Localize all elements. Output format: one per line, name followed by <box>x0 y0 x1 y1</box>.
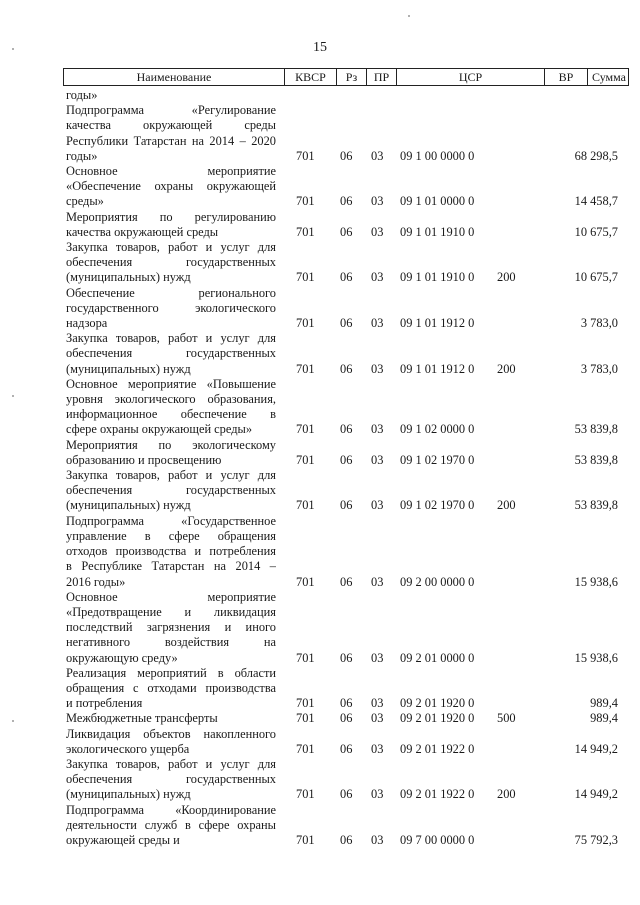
cell-rz: 06 <box>340 498 353 513</box>
row-name-line: обеспечения государственных <box>66 346 276 361</box>
cell-sum: 10 675,7 <box>574 270 618 285</box>
cell-sum: 989,4 <box>590 711 618 726</box>
row-name-line: (муниципальных) нужд <box>66 787 191 802</box>
header-csr: ЦСР <box>397 69 545 85</box>
cell-csr: 09 1 02 1970 0 <box>400 498 475 513</box>
row-name-line: годы» <box>66 88 98 102</box>
row-name <box>66 666 276 712</box>
row-name-line: Мероприятия по регулированию <box>66 209 276 224</box>
cell-csr: 09 7 00 0000 0 <box>400 832 475 847</box>
header-sum: Сумма <box>592 70 626 84</box>
row-name-line: Реализация мероприятий в области <box>66 665 276 680</box>
row-name <box>66 210 276 240</box>
row-name-line: управление в сфере обращения <box>66 528 276 543</box>
row-name <box>66 514 276 590</box>
cell-vr: 200 <box>497 498 516 513</box>
row-name <box>66 377 276 438</box>
cell-csr: 09 1 02 0000 0 <box>400 422 475 437</box>
row-name <box>66 727 276 757</box>
cell-sum: 53 839,8 <box>574 498 618 513</box>
row-name-line: качества окружающей среды <box>66 118 276 133</box>
row-name-line: Межбюджетные трансферты <box>66 711 218 726</box>
cell-kvsr: 701 <box>296 650 315 665</box>
header-rz: Рз <box>337 69 367 85</box>
cell-sum: 53 839,8 <box>574 452 618 467</box>
cell-kvsr: 701 <box>296 696 315 711</box>
row-name-line: окружающей среды и <box>66 832 180 847</box>
row-name-line: в Республике Татарстан на 2014 – <box>66 559 276 574</box>
cell-sum: 989,4 <box>590 696 618 711</box>
cell-pr: 03 <box>371 194 384 209</box>
row-name <box>66 331 276 377</box>
cell-pr: 03 <box>371 574 384 589</box>
cell-pr: 03 <box>371 422 384 437</box>
cell-pr: 03 <box>371 498 384 513</box>
cell-kvsr: 701 <box>296 787 315 802</box>
cell-vr: 200 <box>497 270 516 285</box>
row-name-line: обеспечения государственных <box>66 255 276 270</box>
row-name-line: Ликвидация объектов накопленного <box>66 726 276 741</box>
row-name-line: Подпрограмма «Координирование <box>66 802 276 817</box>
cell-kvsr: 701 <box>296 224 315 239</box>
row-name <box>66 438 276 468</box>
cell-csr: 09 1 01 1910 0 <box>400 270 475 285</box>
row-name-line: Основное мероприятие <box>66 589 276 604</box>
row-name <box>66 103 276 164</box>
row-name-line: сфере охраны окружающей среды» <box>66 422 253 437</box>
row-name <box>66 590 276 666</box>
row-name <box>66 240 276 286</box>
cell-kvsr: 701 <box>296 194 315 209</box>
cell-sum: 14 949,2 <box>574 741 618 756</box>
cell-pr: 03 <box>371 711 384 726</box>
row-name-line: и потребления <box>66 696 143 711</box>
cell-csr: 09 2 01 1922 0 <box>400 787 475 802</box>
cell-rz: 06 <box>340 224 353 239</box>
cell-sum: 3 783,0 <box>580 316 618 331</box>
cell-sum: 15 938,6 <box>574 650 618 665</box>
table-row <box>0 164 640 210</box>
table-row <box>0 438 640 468</box>
table-row <box>0 468 640 514</box>
cell-vr: 500 <box>497 711 516 726</box>
cell-csr: 09 1 02 1970 0 <box>400 452 475 467</box>
cell-rz: 06 <box>340 361 353 376</box>
cell-csr: 09 1 00 0000 0 <box>400 148 475 163</box>
row-name-line: Закупка товаров, работ и услуг для <box>66 240 276 255</box>
table-row <box>0 727 640 757</box>
table-row <box>0 240 640 286</box>
page-number: 15 <box>313 40 327 55</box>
row-name-line: (муниципальных) нужд <box>66 498 191 513</box>
row-name <box>66 88 276 103</box>
row-name-line: Закупка товаров, работ и услуг для <box>66 468 276 483</box>
cell-sum: 14 458,7 <box>574 194 618 209</box>
cell-sum: 14 949,2 <box>574 787 618 802</box>
cell-kvsr: 701 <box>296 316 315 331</box>
cell-pr: 03 <box>371 696 384 711</box>
row-name-line: годы» <box>66 148 98 163</box>
row-name-line: среды» <box>66 194 104 209</box>
row-name <box>66 468 276 514</box>
row-name-line: Закупка товаров, работ и услуг для <box>66 756 276 771</box>
cell-sum: 10 675,7 <box>574 224 618 239</box>
cell-csr: 09 2 01 1920 0 <box>400 696 475 711</box>
row-name-line: отходов производства и потребления <box>66 544 276 559</box>
table-row <box>0 331 640 377</box>
cell-sum: 75 792,3 <box>574 832 618 847</box>
row-name-line: информационное обеспечение в <box>66 407 276 422</box>
cell-pr: 03 <box>371 741 384 756</box>
table-row <box>0 666 640 712</box>
cell-pr: 03 <box>371 787 384 802</box>
cell-kvsr: 701 <box>296 832 315 847</box>
table-row <box>0 803 640 849</box>
header-kvsr: КВСР <box>285 69 337 85</box>
row-name-line: (муниципальных) нужд <box>66 270 191 285</box>
row-name-line: обеспечения государственных <box>66 772 276 787</box>
cell-csr: 09 2 01 1920 0 <box>400 711 475 726</box>
cell-kvsr: 701 <box>296 452 315 467</box>
row-name-line: деятельности служб в сфере охраны <box>66 817 276 832</box>
cell-kvsr: 701 <box>296 574 315 589</box>
row-name <box>66 757 276 803</box>
cell-rz: 06 <box>340 452 353 467</box>
cell-sum: 3 783,0 <box>580 361 618 376</box>
cell-vr: 200 <box>497 361 516 376</box>
row-name <box>66 803 276 849</box>
scan-speck <box>12 720 14 722</box>
cell-kvsr: 701 <box>296 422 315 437</box>
cell-kvsr: 701 <box>296 711 315 726</box>
cell-rz: 06 <box>340 270 353 285</box>
row-name-line: окружающую среду» <box>66 650 178 665</box>
scan-speck <box>12 48 14 50</box>
cell-kvsr: 701 <box>296 361 315 376</box>
row-name-line: Республики Татарстан на 2014 – 2020 <box>66 133 276 148</box>
table-row <box>0 286 640 332</box>
row-name-line: «Обеспечение охраны окружающей <box>66 179 276 194</box>
cell-rz: 06 <box>340 316 353 331</box>
row-name-line: 2016 годы» <box>66 574 126 589</box>
row-name-line: Основное мероприятие <box>66 164 276 179</box>
row-name-line: образованию и просвещению <box>66 452 222 467</box>
row-name-line: обращения с отходами производства <box>66 680 276 695</box>
table-row <box>0 377 640 438</box>
row-name-line: Основное мероприятие «Повышение <box>66 376 276 391</box>
table-row <box>0 103 640 164</box>
cell-kvsr: 701 <box>296 148 315 163</box>
row-name <box>66 711 276 726</box>
row-name-line: Мероприятия по экологическому <box>66 437 276 452</box>
cell-pr: 03 <box>371 452 384 467</box>
header-pr: ПР <box>367 69 397 85</box>
cell-rz: 06 <box>340 650 353 665</box>
row-name-line: негативного воздействия на <box>66 635 276 650</box>
table-row <box>0 210 640 240</box>
cell-csr: 09 1 01 1910 0 <box>400 224 475 239</box>
row-name-line: последствий загрязнения и иного <box>66 620 276 635</box>
table-row <box>0 514 640 590</box>
cell-sum: 15 938,6 <box>574 574 618 589</box>
table-row <box>0 88 640 103</box>
cell-kvsr: 701 <box>296 498 315 513</box>
cell-kvsr: 701 <box>296 270 315 285</box>
cell-pr: 03 <box>371 361 384 376</box>
cell-kvsr: 701 <box>296 741 315 756</box>
row-name-line: «Предотвращение и ликвидация <box>66 604 276 619</box>
row-name-line: государственного экологического <box>66 300 276 315</box>
cell-csr: 09 2 01 1922 0 <box>400 741 475 756</box>
cell-sum: 53 839,8 <box>574 422 618 437</box>
cell-pr: 03 <box>371 224 384 239</box>
cell-csr: 09 1 01 1912 0 <box>400 316 475 331</box>
cell-csr: 09 1 01 0000 0 <box>400 194 475 209</box>
cell-rz: 06 <box>340 787 353 802</box>
row-name-line: Подпрограмма «Регулирование <box>66 103 276 118</box>
row-name-line: Закупка товаров, работ и услуг для <box>66 331 276 346</box>
table-header <box>63 68 629 86</box>
cell-csr: 09 2 00 0000 0 <box>400 574 475 589</box>
row-name-line: (муниципальных) нужд <box>66 361 191 376</box>
table-body <box>0 88 640 848</box>
cell-rz: 06 <box>340 148 353 163</box>
cell-rz: 06 <box>340 194 353 209</box>
scan-speck <box>12 395 14 397</box>
row-name-line: Подпрограмма «Государственное <box>66 513 276 528</box>
row-name-line: качества окружающей среды <box>66 224 219 239</box>
cell-rz: 06 <box>340 711 353 726</box>
cell-csr: 09 1 01 1912 0 <box>400 361 475 376</box>
row-name-line: обеспечения государственных <box>66 483 276 498</box>
cell-rz: 06 <box>340 832 353 847</box>
cell-rz: 06 <box>340 741 353 756</box>
row-name-line: надзора <box>66 316 108 331</box>
cell-sum: 68 298,5 <box>574 148 618 163</box>
cell-rz: 06 <box>340 422 353 437</box>
cell-pr: 03 <box>371 832 384 847</box>
cell-pr: 03 <box>371 270 384 285</box>
header-name: Наименование <box>64 69 285 85</box>
header-vr: ВР <box>545 69 588 85</box>
cell-pr: 03 <box>371 148 384 163</box>
cell-vr: 200 <box>497 787 516 802</box>
row-name <box>66 164 276 210</box>
cell-rz: 06 <box>340 696 353 711</box>
row-name-line: Обеспечение регионального <box>66 285 276 300</box>
cell-csr: 09 2 01 0000 0 <box>400 650 475 665</box>
row-name-line: экологического ущерба <box>66 741 190 756</box>
table-row <box>0 711 640 726</box>
table-row <box>0 757 640 803</box>
scan-speck <box>408 15 410 17</box>
cell-rz: 06 <box>340 574 353 589</box>
row-name <box>66 286 276 332</box>
row-name-line: уровня экологического образования, <box>66 392 276 407</box>
cell-pr: 03 <box>371 316 384 331</box>
cell-pr: 03 <box>371 650 384 665</box>
table-row <box>0 590 640 666</box>
